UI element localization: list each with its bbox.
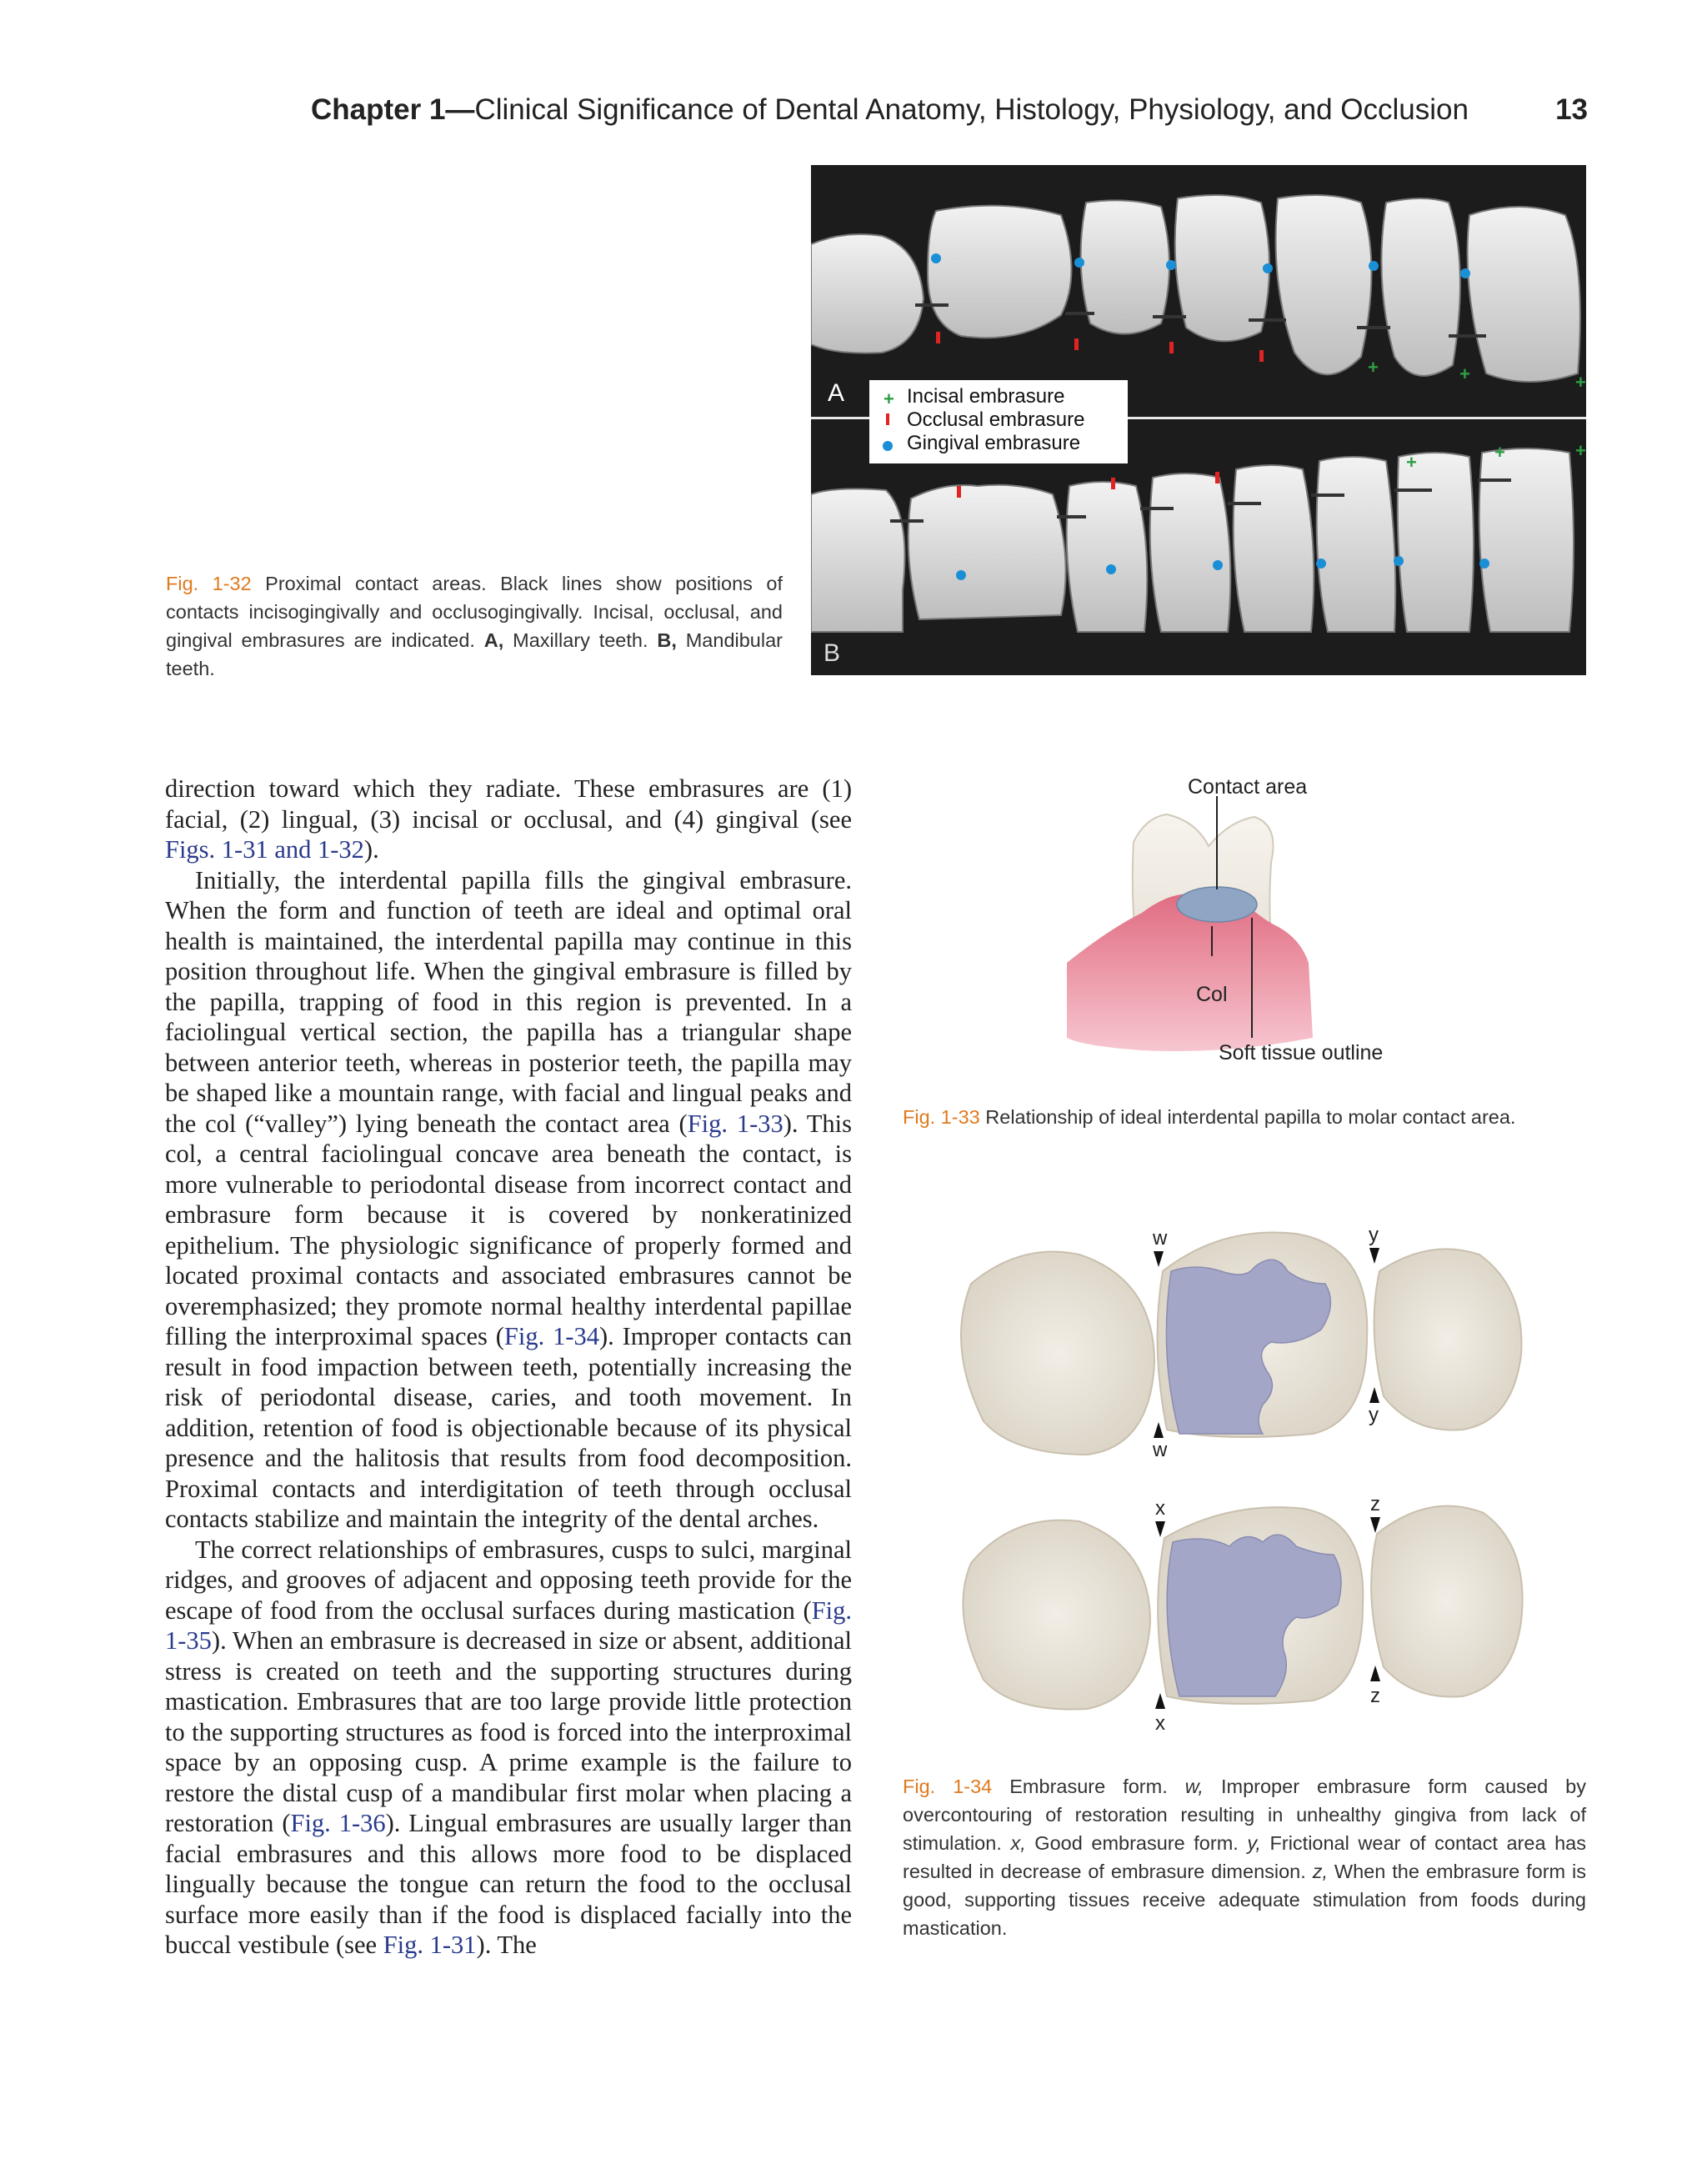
running-header — [311, 93, 1588, 135]
caption-text-3: Good embrasure form. — [1025, 1832, 1248, 1854]
caption-b-text: Mandibular teeth. — [166, 629, 783, 679]
incisal-legend-icon: + — [884, 388, 894, 409]
caption-text-5: When the embrasure form is good, supporting tissues receive adequate stimulation from foods during mastication. — [903, 1861, 1587, 1939]
caption-text-4: Frictional wear of contact area has resulted in decrease of embrasure dimension. — [903, 1832, 1586, 1882]
figure-reference-link[interactable]: Fig. 1-31 — [383, 1931, 477, 1959]
paragraph-3 — [165, 1535, 852, 1961]
label-x-top: x — [1155, 1497, 1165, 1520]
caption-a-text: Maxillary teeth. — [503, 629, 658, 651]
figure-reference-link[interactable]: Fig. 1-33 — [687, 1109, 783, 1138]
p2-text-b: ). This col, a central faciolingual concave area beneath the contact, is more vulnerable to periodontal disease from incorrect contact and embrasure form because it is covered by nonkeratinized epithelium. The physiologic significance of properly formed and located proximal contacts and associated embrasures cannot be overemphasized; they promote normal healthy interdental papillae filling the interproximal spaces ( — [165, 1109, 852, 1350]
upper-tooth-row — [961, 1232, 1521, 1455]
occlusal-legend-icon — [886, 413, 889, 425]
paragraph-1 — [165, 774, 852, 865]
figure-reference-link[interactable]: Fig. 1-34 — [503, 1322, 599, 1350]
figure-reference-link[interactable]: Fig. 1-35 — [165, 1595, 852, 1655]
panel-label-b: B — [823, 639, 841, 667]
svg-text:+: + — [1494, 442, 1505, 463]
legend-gingival: Gingival embrasure — [907, 432, 1081, 454]
chapter-label: Chapter 1— — [311, 93, 475, 126]
figure-1-32-image — [811, 165, 1586, 675]
label-x-bottom: x — [1155, 1712, 1165, 1735]
caption-text-1: Embrasure form. — [992, 1776, 1185, 1797]
page-number: 13 — [1555, 93, 1588, 126]
p3-text-b: ). When an embrasure is decreased in size or absent, additional stress is created on teeth and the supporting structures during mastication. Embrasures that are too large provide little protection to the supporting structures as food is forced into the interproximal space by an opposing cusp. A prime example is the failure to restore the distal cusp of a mandibular first molar when placing a restoration ( — [165, 1626, 852, 1837]
svg-text:+: + — [1575, 372, 1586, 393]
label-y-bottom: y — [1369, 1404, 1379, 1426]
papilla-illustration — [1059, 771, 1425, 1079]
caption-w: w, — [1184, 1776, 1204, 1797]
chapter-title: Clinical Significance of Dental Anatomy, Histology, Physiology, and Occlusion — [474, 93, 1469, 126]
figure-reference-link[interactable]: Figs. 1-31 and 1-32 — [165, 835, 364, 864]
figure-1-33-image — [1059, 771, 1425, 1079]
fig-1-33-caption-text: Relationship of ideal interdental papilla to molar contact area. — [979, 1106, 1516, 1128]
caption-y: y, — [1247, 1832, 1261, 1854]
caption-z: z, — [1312, 1861, 1328, 1882]
panel-label-a: A — [828, 379, 845, 407]
figure-reference-link[interactable]: Fig. 1-36 — [290, 1809, 386, 1837]
p1-text-a: direction toward which they radiate. These embrasures are (1) facial, (2) lingual, (3) incisal or occlusal, and (4) gingival (see — [165, 774, 852, 834]
proximal-contacts-illustration — [811, 165, 1586, 675]
label-y-top: y — [1369, 1224, 1379, 1246]
legend-incisal: Incisal embrasure — [907, 385, 1065, 408]
fig-1-32-caption-text: Proximal contact areas. Black lines show positions of contacts incisogingivally and occlusogingivally. Incisal, occlusal, and gingival embrasures are indicated. — [166, 573, 783, 651]
figure-1-33-caption — [903, 1103, 1594, 1131]
p2-text-c: ). Improper contacts can result in food impaction between teeth, potentially increasing the risk of periodontal disease, caries, and tooth movement. In addition, retention of food is objectionable because of its physical presence and the halitosis that results from food decomposition. Proximal contacts and interdigitation of teeth through occlusal contacts stabilize and maintain the integrity of the dental arches. — [165, 1322, 852, 1533]
label-z-bottom: z — [1370, 1685, 1380, 1707]
figure-1-32-caption — [166, 569, 783, 683]
figure-1-34-caption — [903, 1772, 1586, 1942]
embrasure-illustration — [946, 1205, 1546, 1759]
figure-1-34-image — [946, 1205, 1546, 1759]
lower-tooth-row — [963, 1506, 1522, 1710]
gingival-legend-icon — [883, 441, 893, 451]
p3-text-c: ). Lingual embrasures are usually larger than facial embrasures and this allows more food to be displaced lingually because the tongue can return the food to the occlusal surface more easily than if the food is displaced facially into the buccal vestibule (see — [165, 1809, 852, 1959]
svg-text:+: + — [1575, 440, 1586, 461]
caption-b-label: B, — [657, 629, 677, 651]
fig-1-33-label: Fig. 1-33 — [903, 1106, 980, 1128]
contact-area-label: Contact area — [1188, 775, 1308, 799]
caption-x: x, — [1010, 1832, 1026, 1854]
caption-a-label: A, — [483, 629, 504, 651]
p3-text-d: ). The — [476, 1931, 537, 1959]
legend-occlusal: Occlusal embrasure — [907, 408, 1085, 431]
svg-text:+: + — [1368, 357, 1379, 378]
fig-1-32-label: Fig. 1-32 — [166, 573, 252, 594]
body-text-column — [165, 774, 852, 1961]
svg-text:+: + — [1459, 363, 1470, 384]
p1-text-b: ). — [363, 835, 379, 864]
soft-tissue-label: Soft tissue outline — [1219, 1041, 1384, 1064]
p2-text-a: Initially, the interdental papilla fills the gingival embrasure. When the form and function of teeth are ideal and optimal oral health is maintained, the interdental papilla may continue in this position throughout life. When the gingival embrasure is filled by the papilla, trapping of food in this region is prevented. In a faciolingual vertical section, the papilla has a triangular shape between anterior teeth, whereas in posterior teeth, the papilla may be shaped like a mountain range, with facial and lingual peaks and the col (“valley”) lying beneath the contact area ( — [165, 865, 852, 1138]
fig-1-34-label: Fig. 1-34 — [903, 1776, 993, 1797]
paragraph-2 — [165, 865, 852, 1535]
svg-text:+: + — [1406, 452, 1417, 473]
label-w-bottom: w — [1153, 1439, 1168, 1461]
caption-text-2: Improper embrasure form caused by overcontouring of restoration resulting in unhealthy gingiva from lack of stimulation. — [903, 1776, 1587, 1854]
label-z-top: z — [1370, 1493, 1380, 1515]
label-w-top: w — [1153, 1227, 1168, 1250]
p3-text-a: The correct relationships of embrasures, cusps to sulci, marginal ridges, and grooves of adjacent and opposing teeth provide for the escape of food from the occlusal surfaces during mastication ( — [165, 1535, 852, 1625]
col-label: Col — [1196, 983, 1228, 1006]
contact-area-oval — [1177, 887, 1257, 922]
